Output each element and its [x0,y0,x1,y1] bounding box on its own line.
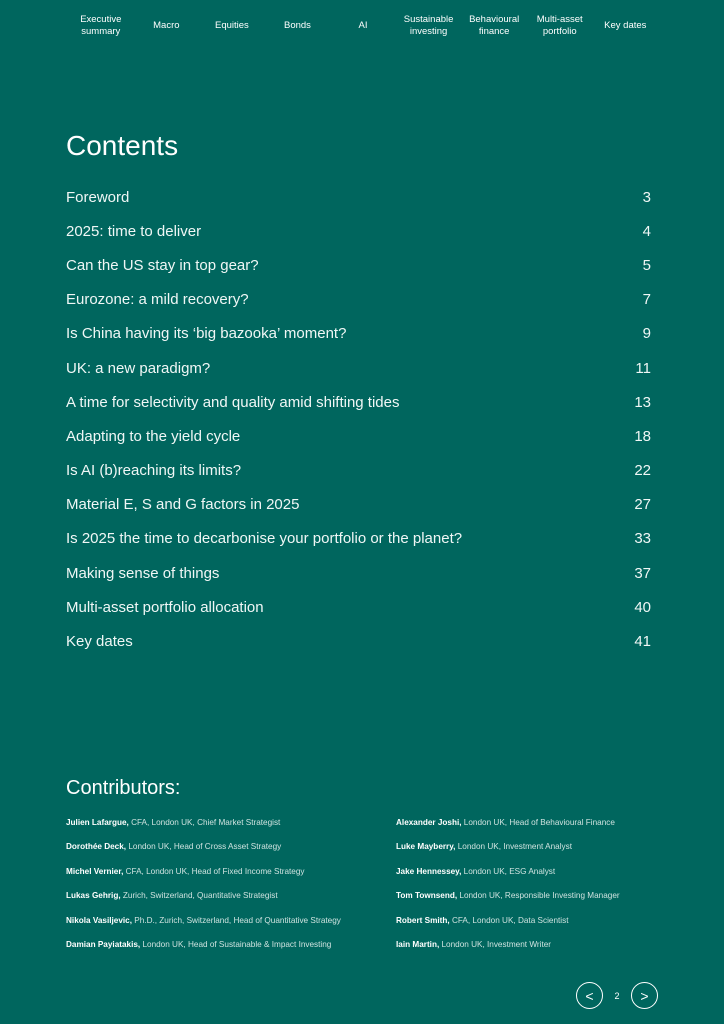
toc-item-page: 41 [634,633,651,651]
contributor-name: Tom Townsend, [396,891,458,901]
contributor-entry [396,936,686,960]
toc-item-title: Multi-asset portfolio allocation [66,598,264,616]
contributor-name: Michel Vernier, [66,866,124,876]
toc-item[interactable] [66,454,651,488]
contents-title: Contents [66,130,179,161]
contributors-right-column [396,814,686,960]
contributor-details: London UK, Investment Writer [439,939,552,949]
contributor-name: Jake Hennessey, [396,866,462,876]
previous-page-button[interactable] [576,982,603,1009]
toc-item-title: Making sense of things [66,564,220,582]
nav-ai[interactable]: AI [358,20,368,31]
contributor-entry [396,838,686,862]
contributor-details: London UK, Head of Behavioural Finance [461,818,615,827]
chevron-left-icon: < [585,987,594,1004]
contributor-entry [396,912,686,936]
table-of-contents [66,180,651,659]
nav-macro[interactable]: Macro [153,20,180,31]
toc-item-page: 5 [642,256,651,274]
toc-item[interactable] [66,590,651,624]
contributor-name: Julien Lafargue, [66,818,129,827]
contributors-left-column [66,814,386,960]
contributor-name: Alexander Joshi, [396,818,462,827]
contributors-title: Contributors: [66,777,181,799]
toc-item-title: Is China having its ‘big bazooka’ moment? [66,325,347,343]
toc-item-title: Is 2025 the time to decarbonise your portfolio or the planet? [66,530,463,548]
nav-equities[interactable]: Equities [215,20,249,31]
contributor-name: Iain Martin, [396,939,440,949]
contributor-details: London UK, Head of Cross Asset Strategy [126,842,282,852]
nav-sustainable-investing[interactable]: Sustainable investing [403,14,454,37]
section-nav [68,14,658,38]
nav-behavioural-finance[interactable]: Behavioural finance [469,14,520,37]
toc-item[interactable] [66,283,651,317]
toc-item-title: Eurozone: a mild recovery? [66,291,249,309]
toc-item-page: 27 [634,496,651,514]
contributor-details: London UK, Responsible Investing Manager [457,891,620,901]
toc-item[interactable] [66,351,651,385]
toc-item-title: 2025: time to deliver [66,222,202,240]
toc-item-title: Adapting to the yield cycle [66,427,241,445]
contributor-entry [66,887,386,911]
nav-key-dates[interactable]: Key dates [604,20,647,31]
toc-item[interactable] [66,556,651,590]
contributor-details: CFA, London UK, Data Scientist [449,915,569,925]
toc-item-title: Can the US stay in top gear? [66,256,259,274]
contributor-entry [66,863,386,887]
contributor-entry [66,838,386,862]
toc-item-title: Material E, S and G factors in 2025 [66,496,300,514]
toc-item-page: 3 [642,188,651,206]
toc-item-title: UK: a new paradigm? [66,359,211,377]
toc-item-page: 40 [634,598,651,616]
page-number: 2 [614,990,620,1001]
toc-item-page: 13 [634,393,651,411]
contributor-name: Luke Mayberry, [396,842,456,852]
contributor-details: London UK, Head of Sustainable & Impact Investing [140,939,332,949]
toc-item-page: 37 [634,564,651,582]
contributor-details: Ph.D., Zurich, Switzerland, Head of Quantitative Strategy [132,915,341,925]
toc-item[interactable] [66,419,651,453]
contributor-details: CFA, London UK, Head of Fixed Income Strategy [123,866,305,876]
toc-item-title: Is AI (b)reaching its limits? [66,462,242,480]
contributor-details: CFA, London UK, Chief Market Strategist [128,818,281,827]
toc-item-title: Foreword [66,188,130,206]
toc-item-page: 9 [642,325,651,343]
toc-item[interactable] [66,522,651,556]
contributor-entry [66,936,386,960]
contributor-details: London UK, Investment Analyst [455,842,572,852]
toc-item[interactable] [66,624,651,658]
toc-item-page: 33 [634,530,651,548]
toc-item-page: 22 [634,462,651,480]
toc-item[interactable] [66,214,651,248]
toc-item[interactable] [66,180,651,214]
toc-item-title: A time for selectivity and quality amid shifting tides [66,393,400,411]
toc-item-title: Key dates [66,633,133,651]
contributor-entry [396,863,686,887]
pagination [576,982,658,1009]
contributor-entry [66,912,386,936]
toc-item[interactable] [66,385,651,419]
chevron-right-icon: > [640,987,649,1004]
contributor-name: Dorothée Deck, [66,842,127,852]
contributor-details: Zurich, Switzerland, Quantitative Strategist [120,891,278,901]
nav-bonds[interactable]: Bonds [284,20,311,31]
contributor-name: Lukas Gehrig, [66,891,121,901]
contributor-name: Nikola Vasiljevic, [66,915,132,925]
toc-item-page: 18 [634,427,651,445]
contributor-name: Robert Smith, [396,915,450,925]
toc-item-page: 11 [635,359,651,377]
toc-item[interactable] [66,317,651,351]
toc-item[interactable] [66,248,651,282]
contributor-details: London UK, ESG Analyst [461,866,556,876]
nav-executive-summary[interactable]: Executive summary [80,14,122,37]
next-page-button[interactable] [631,982,658,1009]
contributor-entry [66,814,386,838]
contributor-entry [396,887,686,911]
toc-item-page: 7 [642,291,651,309]
toc-item-page: 4 [642,222,651,240]
nav-multi-asset-portfolio[interactable]: Multi-asset portfolio [536,14,583,37]
contributor-name: Damian Payiatakis, [66,939,141,949]
contributor-entry [396,814,686,838]
toc-item[interactable] [66,488,651,522]
